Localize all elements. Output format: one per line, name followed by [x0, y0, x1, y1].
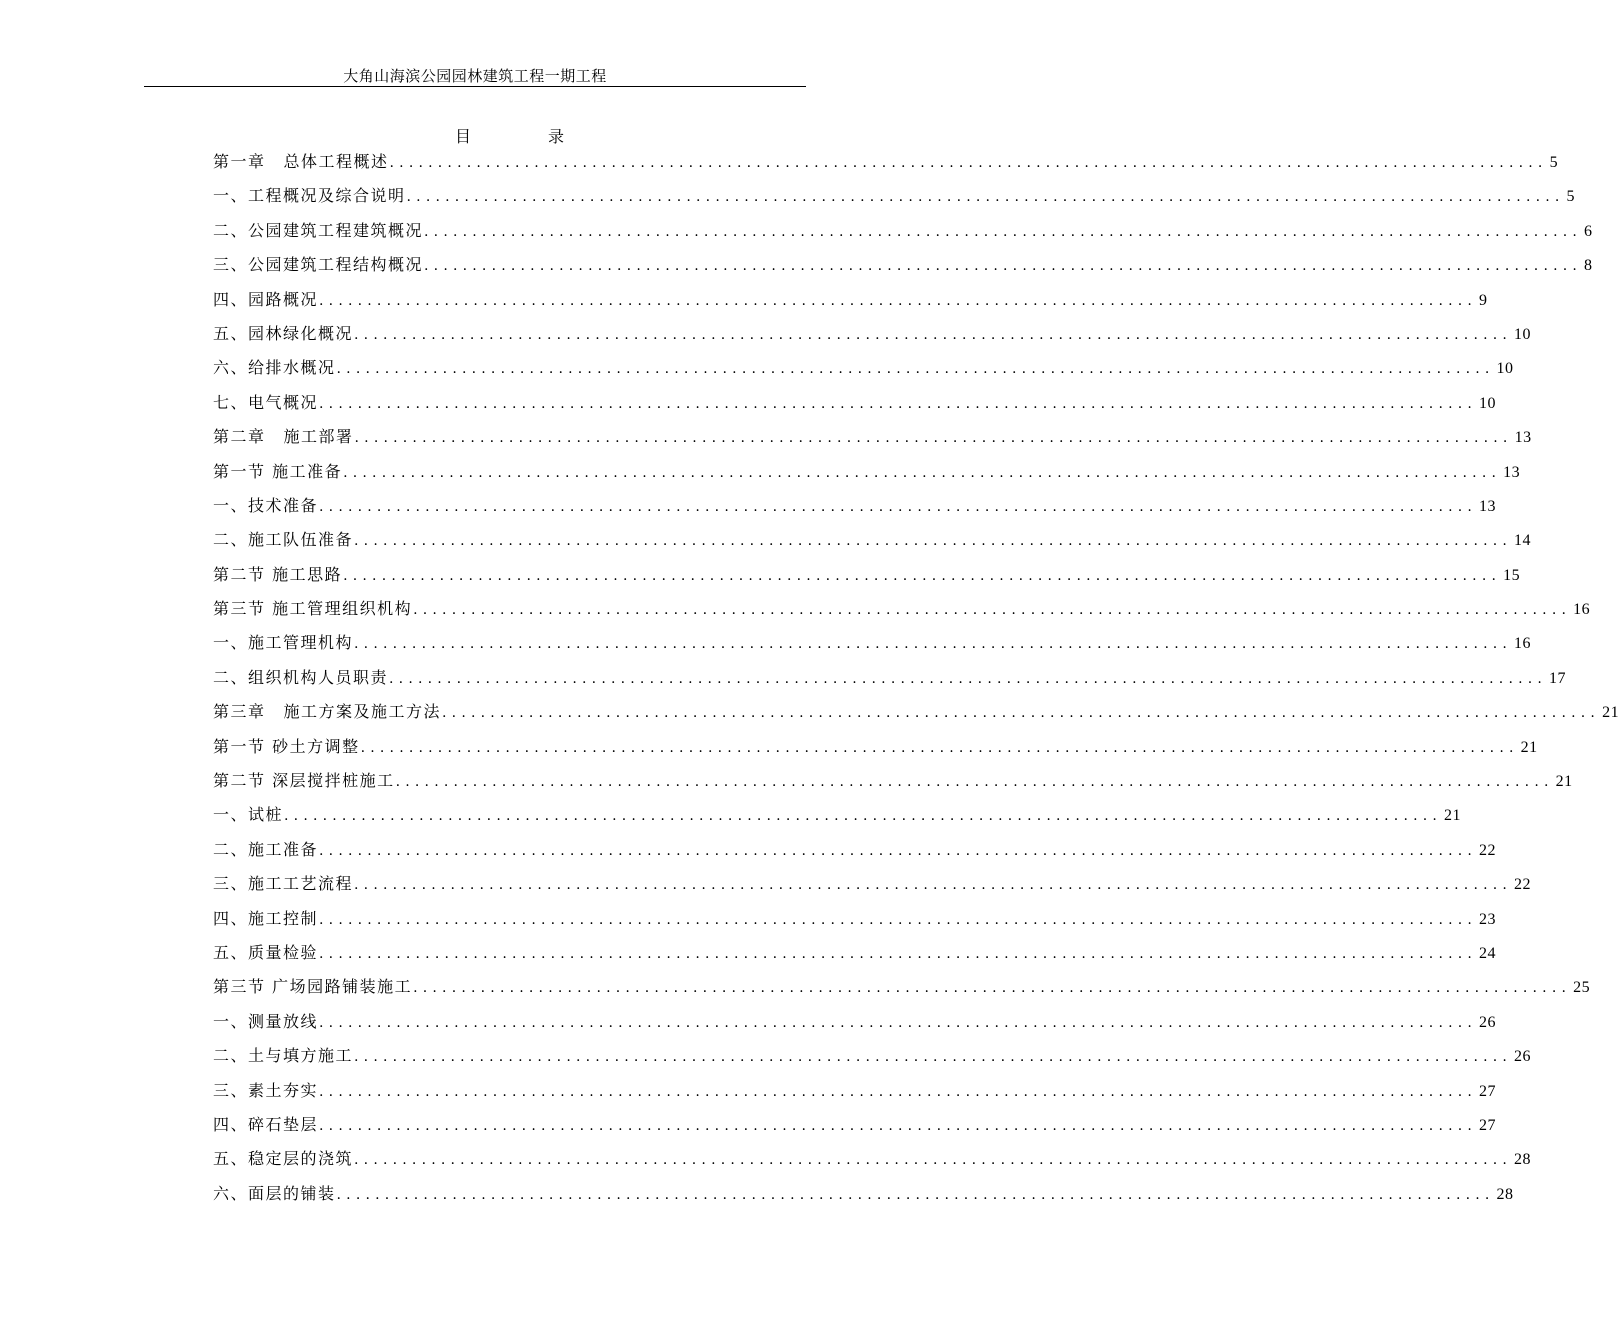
toc-entry-page: 26: [1514, 1048, 1532, 1066]
toc-entry-label: 三、公园建筑工程结构概况: [213, 255, 424, 275]
toc-dot-leader: ........................................................................................................................: [319, 498, 1478, 515]
toc-entry[interactable]: [213, 219, 1593, 253]
toc-dot-leader: ........................................................................................................................: [319, 292, 1478, 309]
toc-dot-leader: ........................................................................................................................: [424, 223, 1583, 240]
toc-dot-leader: ........................................................................................................................: [319, 1083, 1478, 1100]
toc-entry-page: 15: [1503, 566, 1521, 584]
toc-dot-leader: ........................................................................................................................: [354, 326, 1513, 343]
toc-entry-label: 四、园路概况: [213, 289, 319, 309]
toc-entry-page: 6: [1584, 222, 1593, 240]
toc-entry-page: 27: [1479, 1082, 1497, 1100]
toc-entry-page: 13: [1479, 497, 1497, 515]
toc-entry-page: 26: [1479, 1013, 1497, 1031]
toc-entry-label: 二、施工队伍准备: [213, 530, 354, 550]
toc-dot-leader: ........................................................................................................................: [406, 189, 1565, 206]
toc-entry[interactable]: [213, 356, 1514, 390]
toc-entry-page: 10: [1479, 394, 1497, 412]
toc-entry-label: 四、碎石垫层: [213, 1114, 319, 1134]
toc-dot-leader: ........................................................................................................................: [319, 1117, 1478, 1134]
toc-entry-label: 三、素土夯实: [213, 1080, 319, 1100]
toc-entry[interactable]: [213, 1182, 1514, 1216]
toc-entry-label: 一、测量放线: [213, 1011, 319, 1031]
toc-entry-page: 28: [1496, 1185, 1514, 1203]
toc-entry-label: 第二章 施工部署: [213, 427, 354, 447]
toc-dot-leader: ........................................................................................................................: [354, 1152, 1513, 1169]
toc-dot-leader: ........................................................................................................................: [395, 774, 1554, 791]
toc-entry[interactable]: [213, 425, 1532, 459]
toc-entry[interactable]: [213, 1010, 1497, 1044]
toc-entry-page: 8: [1584, 257, 1593, 275]
toc-entry[interactable]: [213, 1113, 1497, 1147]
toc-dot-leader: ........................................................................................................................: [442, 705, 1601, 722]
toc-entry-page: 21: [1555, 773, 1573, 791]
toc-dot-leader: ........................................................................................................................: [284, 808, 1443, 825]
toc-dot-leader: ........................................................................................................................: [343, 567, 1502, 584]
toc-dot-leader: ........................................................................................................................: [389, 155, 1548, 171]
toc-entry-page: 22: [1479, 841, 1497, 859]
toc-entry-page: 28: [1514, 1151, 1532, 1169]
toc-entry[interactable]: [213, 838, 1497, 872]
toc-entry-page: 17: [1549, 669, 1567, 687]
toc-dot-leader: ........................................................................................................................: [354, 533, 1513, 550]
toc-entry-page: 13: [1514, 429, 1532, 447]
toc-entry-label: 二、公园建筑工程建筑概况: [213, 220, 424, 240]
toc-entry-label: 二、施工准备: [213, 839, 319, 859]
toc-entry-label: 一、技术准备: [213, 495, 319, 515]
toc-entry-label: 六、给排水概况: [213, 358, 336, 378]
toc-dot-leader: ........................................................................................................................: [319, 842, 1478, 859]
toc-entry[interactable]: [213, 253, 1593, 287]
toc-entry[interactable]: [213, 872, 1532, 906]
toc-entry[interactable]: [213, 597, 1591, 631]
toc-entry-label: 第三节 广场园路铺装施工: [213, 977, 413, 997]
toc-entry-label: 五、园林绿化概况: [213, 323, 354, 343]
toc-entry-label: 七、电气概况: [213, 392, 319, 412]
toc-entry-page: 10: [1514, 325, 1532, 343]
toc-dot-leader: ........................................................................................................................: [354, 1049, 1513, 1066]
toc-entry-page: 21: [1520, 738, 1538, 756]
toc-entry[interactable]: [213, 666, 1567, 700]
toc-entry[interactable]: [213, 288, 1488, 322]
toc-dot-leader: ........................................................................................................................: [319, 395, 1478, 412]
header-rule: [144, 86, 806, 87]
toc-entry-page: 14: [1514, 532, 1532, 550]
toc-entry-label: 第一节 砂土方调整: [213, 736, 360, 756]
toc-entry-page: 5: [1549, 154, 1559, 171]
toc-dot-leader: ........................................................................................................................: [424, 258, 1583, 275]
toc-dot-leader: ........................................................................................................................: [389, 670, 1548, 687]
toc-entry[interactable]: [213, 322, 1532, 356]
toc-entry[interactable]: [213, 803, 1462, 837]
toc-entry[interactable]: [213, 907, 1497, 941]
toc-dot-leader: ........................................................................................................................: [354, 430, 1513, 447]
toc-entry-page: 22: [1514, 876, 1532, 894]
toc-entry[interactable]: [213, 494, 1497, 528]
toc-entry[interactable]: [213, 1079, 1497, 1113]
toc-entry-page: 10: [1496, 360, 1514, 378]
toc-entry-label: 第二节 深层搅拌桩施工: [213, 771, 395, 791]
toc-entry[interactable]: [213, 735, 1538, 769]
toc-entry-page: 27: [1479, 1116, 1497, 1134]
toc-entry-label: 第一章 总体工程概述: [213, 152, 389, 171]
toc-entry-page: 5: [1566, 188, 1576, 206]
toc-dot-leader: ........................................................................................................................: [319, 1014, 1478, 1031]
toc-entry-page: 23: [1479, 910, 1497, 928]
toc-dot-leader: ........................................................................................................................: [336, 1186, 1495, 1203]
toc-entry[interactable]: [213, 528, 1532, 562]
toc-entry-label: 三、施工工艺流程: [213, 874, 354, 894]
toc-entry-label: 五、稳定层的浇筑: [213, 1149, 354, 1169]
page-header: 大角山海滨公园园林建筑工程一期工程: [343, 67, 607, 85]
toc-entry-label: 五、质量检验: [213, 942, 319, 962]
toc-entry-label: 第三节 施工管理组织机构: [213, 599, 413, 619]
toc-entry[interactable]: [213, 975, 1591, 1009]
toc-entry-page: 21: [1444, 807, 1462, 825]
toc-entry-label: 四、施工控制: [213, 908, 319, 928]
toc-entry[interactable]: [213, 941, 1497, 975]
toc-dot-leader: ........................................................................................................................: [343, 464, 1502, 481]
toc-entry-page: 25: [1573, 979, 1591, 997]
toc-title: 目 录: [454, 127, 601, 146]
toc-entry-page: 9: [1479, 291, 1488, 309]
toc-dot-leader: ........................................................................................................................: [360, 739, 1519, 756]
toc-entry-label: 二、土与填方施工: [213, 1046, 354, 1066]
toc-entry[interactable]: [213, 391, 1497, 425]
table-of-contents: [213, 150, 1619, 1216]
toc-entry-label: 一、工程概况及综合说明: [213, 186, 406, 206]
toc-entry-page: 16: [1514, 635, 1532, 653]
toc-entry[interactable]: [213, 150, 1559, 184]
toc-entry[interactable]: [213, 769, 1573, 803]
toc-entry[interactable]: [213, 700, 1619, 734]
toc-dot-leader: ........................................................................................................................: [413, 980, 1572, 997]
toc-entry-label: 第二节 施工思路: [213, 564, 343, 584]
toc-entry[interactable]: [213, 184, 1576, 218]
toc-entry-page: 21: [1602, 704, 1619, 722]
toc-dot-leader: ........................................................................................................................: [354, 877, 1513, 894]
toc-entry[interactable]: [213, 1147, 1532, 1181]
toc-entry-page: 16: [1573, 601, 1591, 619]
toc-entry-label: 一、施工管理机构: [213, 633, 354, 653]
toc-entry[interactable]: [213, 460, 1521, 494]
toc-entry[interactable]: [213, 631, 1532, 665]
toc-entry-label: 第一节 施工准备: [213, 461, 343, 481]
toc-entry-label: 六、面层的铺装: [213, 1183, 336, 1203]
toc-entry-label: 一、试桩: [213, 805, 284, 825]
toc-dot-leader: ........................................................................................................................: [413, 602, 1572, 619]
toc-dot-leader: ........................................................................................................................: [354, 636, 1513, 653]
toc-entry[interactable]: [213, 563, 1521, 597]
toc-dot-leader: ........................................................................................................................: [319, 911, 1478, 928]
toc-entry-page: 13: [1503, 463, 1521, 481]
toc-entry-label: 第三章 施工方案及施工方法: [213, 702, 442, 722]
toc-entry-label: 二、组织机构人员职责: [213, 667, 389, 687]
toc-dot-leader: ........................................................................................................................: [319, 945, 1478, 962]
toc-entry-page: 24: [1479, 944, 1497, 962]
toc-entry[interactable]: [213, 1044, 1532, 1078]
toc-dot-leader: ........................................................................................................................: [336, 361, 1495, 378]
